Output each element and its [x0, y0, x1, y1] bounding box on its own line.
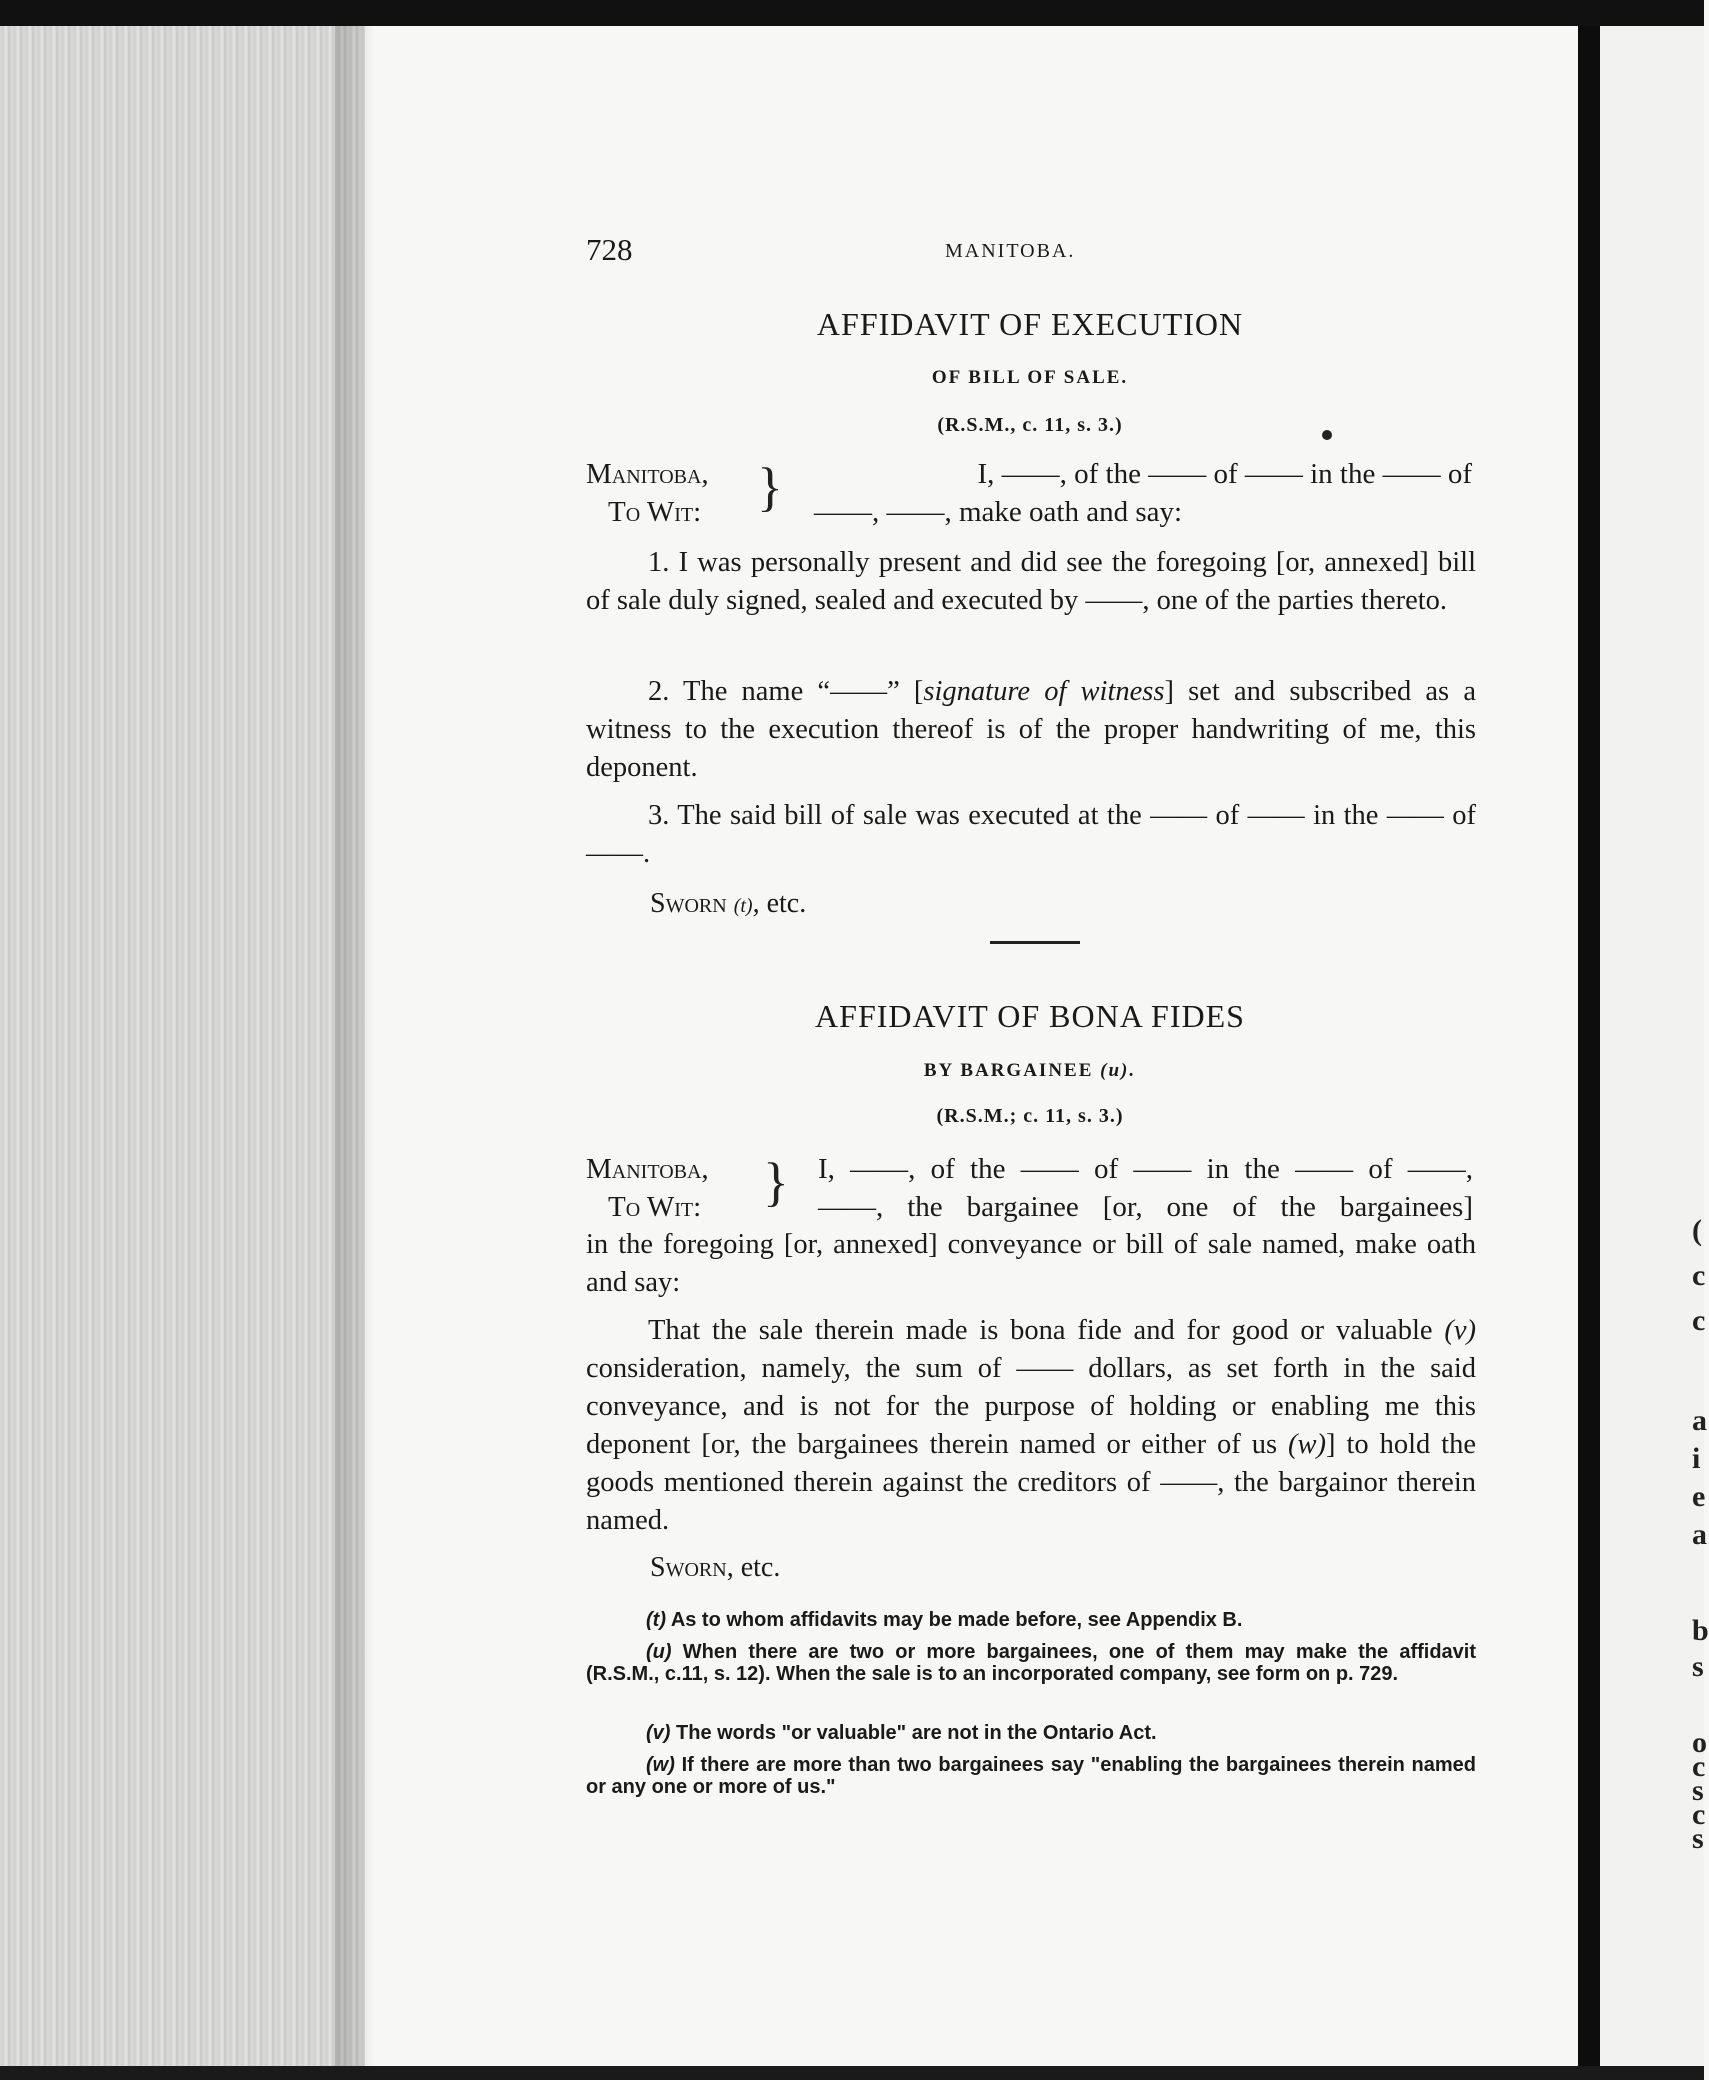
facing-page-char: s [1692, 1650, 1704, 1683]
venue-province: Manitoba, [586, 1153, 709, 1185]
book-gutter [1578, 26, 1600, 2066]
footnote-text: As to whom affidavits may be made before, see Appendix B. [670, 1609, 1243, 1631]
footnote-mark: (u) [646, 1641, 672, 1663]
facing-page-char: c [1692, 1259, 1706, 1292]
section-divider [990, 941, 1080, 944]
sworn-rest: , etc. [726, 1552, 781, 1583]
footnote-v [586, 1722, 1476, 1744]
facing-page-char: a [1692, 1518, 1707, 1551]
book-page-edges [0, 26, 365, 2066]
para2-italic: signature of witness [923, 676, 1165, 707]
page-edge-shadow [335, 26, 375, 2066]
footnote-w [586, 1754, 1476, 1798]
facing-page-char: a [1692, 1404, 1707, 1437]
section2-paragraph-main [586, 1312, 1476, 1540]
venue-brace: } [757, 457, 783, 517]
section1-venue-text-line1: I, ——, of the —— of —— in the —— of [977, 458, 1472, 490]
main-text-1: That the sale therein made is bona fide and for good or valuable [648, 1315, 1433, 1346]
facing-page-char: b [1692, 1614, 1709, 1647]
running-title: MANITOBA. [945, 240, 1076, 262]
section1-citation: (R.S.M., c. 11, s. 3.) [937, 414, 1123, 436]
footnote-text: If there are more than two bargainees say "enabling the bargainees therein named or any one or more of us." [586, 1754, 1477, 1798]
section2-subtitle [580, 1060, 1480, 1082]
facing-page-char: ( [1692, 1214, 1702, 1247]
footnote-mark: (t) [646, 1609, 666, 1631]
footnote-mark: (v) [646, 1722, 671, 1744]
section2-sworn-line [650, 1552, 780, 1584]
page-number: 728 [586, 232, 633, 267]
footnote-ref-w: (w) [1288, 1429, 1327, 1460]
facing-page-char: o [1692, 1726, 1707, 1759]
section1-venue-text-line2: ——, ——, make oath and say: [814, 496, 1183, 528]
footnote-mark: (w) [646, 1754, 675, 1776]
facing-page-char: s [1692, 1822, 1704, 1855]
section2-venue-text-line2: ——, the bargainee [or, one of the bargainees] [818, 1191, 1473, 1223]
section1-paragraph-2 [586, 673, 1476, 787]
section1-title: AFFIDAVIT OF EXECUTION [816, 306, 1244, 342]
footnote-text: The words "or valuable" are not in the Ontario Act. [676, 1722, 1157, 1744]
main-text-3: ] to hold the goods mentioned therein against the creditors of ——, the bargainor therein named. [586, 1429, 1476, 1536]
facing-page-char: i [1692, 1442, 1701, 1475]
book-page [580, 0, 1480, 2080]
venue-brace: } [763, 1152, 789, 1212]
scan-border-bottom [0, 2066, 1704, 2080]
section2-venue [586, 1150, 786, 1226]
section1-paragraph-1: 1. I was personally present and did see the foregoing [or, annexed] bill of sale duly signed, sealed and executed by ——, one of the parties thereto. [586, 547, 1476, 616]
section1-sworn-line [650, 888, 806, 920]
section2-venue-text-line1: I, ——, of the —— of —— in the —— of ——, [818, 1153, 1473, 1185]
facing-page-char: c [1692, 1750, 1706, 1783]
facing-page-char: c [1692, 1798, 1706, 1831]
footnote-t [586, 1609, 1476, 1631]
main-text-2: consideration, namely, the sum of —— dollars, as set forth in the said conveyance, and is not for the purpose of holding or enabling me this deponent [or, the bargainees therein named or either of us [586, 1353, 1476, 1460]
para2-text-start: 2. The name “——” [ [648, 676, 924, 707]
sworn-word: Sworn [650, 888, 727, 919]
section2-subtitle-text: BY BARGAINEE [923, 1060, 1094, 1081]
footnote-ref-v: (v) [1444, 1315, 1477, 1346]
sworn-rest: , etc. [752, 888, 807, 919]
venue-to-wit: To Wit: [608, 1191, 702, 1223]
footnote-text: When there are two or more bargainees, one of them may make the affidavit (R.S.M., c.11, s. 12). When the sale is to an incorporated company, see form on p. 729. [586, 1641, 1477, 1685]
section1-paragraph-3: 3. The said bill of sale was executed at the —— of —— in the —— of ——. [586, 800, 1476, 869]
footnote-ref-u: (u). [1100, 1060, 1137, 1081]
facing-page-char: e [1692, 1480, 1706, 1513]
running-head [580, 232, 1480, 272]
para2-text-end: ] set and subscribed as a witness to the execution thereof is of the proper handwriting of me, this deponent. [586, 676, 1476, 783]
facing-page-fragment [1600, 26, 1709, 2066]
section2-citation: (R.S.M.; c. 11, s. 3.) [936, 1105, 1124, 1127]
sworn-word: Sworn [650, 1552, 727, 1583]
section2-paragraph-continued: in the foregoing [or, annexed] conveyance or bill of sale named, make oath and say: [586, 1229, 1476, 1298]
facing-page-char: s [1692, 1774, 1704, 1807]
venue-to-wit: To Wit: [608, 496, 702, 528]
section1-venue [586, 455, 786, 531]
print-speck [1322, 430, 1332, 440]
facing-page-char: c [1692, 1304, 1706, 1337]
footnote-u [586, 1641, 1476, 1685]
footnote-ref-t: (t) [733, 895, 753, 917]
section1-subtitle: OF BILL OF SALE. [931, 367, 1129, 388]
venue-province: Manitoba, [586, 458, 709, 490]
section2-title: AFFIDAVIT OF BONA FIDES [815, 998, 1245, 1034]
